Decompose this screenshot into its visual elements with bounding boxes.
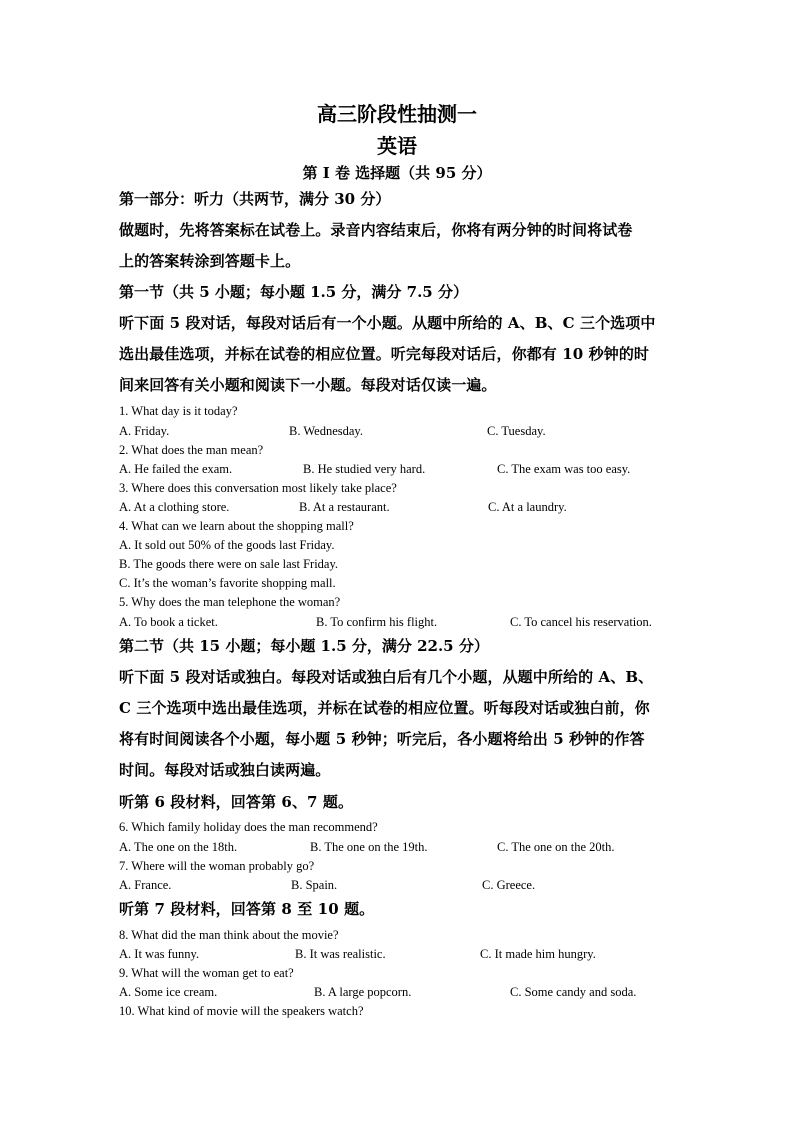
subject-title: 英语 — [377, 134, 417, 158]
section1-instr-line1: 听下面 5 段对话，每段对话后有一个小题。从题中所给的 A、B、C 三个选项中 — [119, 314, 656, 332]
option-c: C. The exam was too easy. — [497, 462, 631, 476]
section2-instr-line2: C 三个选项中选出最佳选项，并标在试卷的相应位置。听每段对话或独白前，你 — [119, 699, 650, 717]
option-c: C. To cancel his reservation. — [510, 615, 652, 629]
option-b: B. To confirm his flight. — [316, 615, 438, 629]
question-stem: 5. Why does the man telephone the woman? — [119, 595, 341, 609]
option-a: A. France. — [119, 878, 172, 892]
section1-instr-line3: 间来回答有关小题和阅读下一小题。每段对话仅读一遍。 — [119, 376, 497, 394]
option-a: A. To book a ticket. — [119, 615, 218, 629]
option-b: B. The one on the 19th. — [310, 840, 428, 854]
question-stem: 7. Where will the woman probably go? — [119, 859, 315, 873]
option-c: C. At a laundry. — [488, 500, 567, 514]
option-c: C. Some candy and soda. — [510, 985, 637, 999]
option-c: C. It made him hungry. — [480, 947, 596, 961]
question-stem: 4. What can we learn about the shopping mall? — [119, 519, 354, 533]
option-c: C. It’s the woman’s favorite shopping mall. — [119, 576, 336, 590]
question-stem: 2. What does the man mean? — [119, 443, 264, 457]
option-a: A. Some ice cream. — [119, 985, 218, 999]
option-b: B. At a restaurant. — [299, 500, 390, 514]
part1-intro-line2: 上的答案转涂到答题卡上。 — [119, 252, 301, 270]
part1-intro-line1: 做题时，先将答案标在试卷上。录音内容结束后，你将有两分钟的时间将试卷 — [119, 221, 633, 239]
section2-instr-line3: 将有时间阅读各个小题，每小题 5 秒钟；听完后，各小题将给出 5 秒钟的作答 — [119, 730, 645, 748]
section1-instr-line2: 选出最佳选项，并标在试卷的相应位置。听完每段对话后，你都有 10 秒钟的时 — [119, 345, 650, 363]
option-a: A. It sold out 50% of the goods last Friday. — [119, 538, 335, 552]
option-a: A. He failed the exam. — [119, 462, 233, 476]
material6-heading: 听第 6 段材料，回答第 6、7 题。 — [119, 793, 354, 811]
option-b: B. The goods there were on sale last Friday. — [119, 557, 339, 571]
option-b: B. A large popcorn. — [314, 985, 412, 999]
question-stem: 8. What did the man think about the movie? — [119, 928, 339, 942]
option-b: B. Wednesday. — [289, 424, 363, 438]
section2-title: 第二节（共 15 小题；每小题 1.5 分，满分 22.5 分） — [119, 637, 489, 655]
option-a: A. Friday. — [119, 424, 170, 438]
section2-instr-line4: 时间。每段对话或独白读两遍。 — [119, 761, 331, 779]
question-stem: 9. What will the woman get to eat? — [119, 966, 294, 980]
volume-title: 第 Ⅰ 卷 选择题（共 95 分） — [302, 164, 492, 182]
option-a: A. The one on the 18th. — [119, 840, 238, 854]
question-stem: 1. What day is it today? — [119, 404, 238, 418]
exam-title: 高三阶段性抽测一 — [317, 102, 477, 126]
option-a: A. At a clothing store. — [119, 500, 230, 514]
option-a: A. It was funny. — [119, 947, 200, 961]
section1-title: 第一节（共 5 小题；每小题 1.5 分，满分 7.5 分） — [119, 283, 468, 301]
question-stem: 3. Where does this conversation most likely take place? — [119, 481, 397, 495]
question-stem: 10. What kind of movie will the speakers watch? — [119, 1004, 364, 1018]
option-b: B. It was realistic. — [295, 947, 386, 961]
question-stem: 6. Which family holiday does the man recommend? — [119, 820, 378, 834]
section2-instr-line1: 听下面 5 段对话或独白。每段对话或独白后有几个小题，从题中所给的 A、B、 — [119, 668, 654, 686]
option-c: C. Greece. — [482, 878, 536, 892]
part1-title: 第一部分：听力（共两节，满分 30 分） — [119, 190, 391, 208]
option-b: B. He studied very hard. — [303, 462, 426, 476]
option-c: C. The one on the 20th. — [497, 840, 615, 854]
material7-heading: 听第 7 段材料，回答第 8 至 10 题。 — [119, 900, 375, 918]
option-b: B. Spain. — [291, 878, 338, 892]
option-c: C. Tuesday. — [487, 424, 546, 438]
